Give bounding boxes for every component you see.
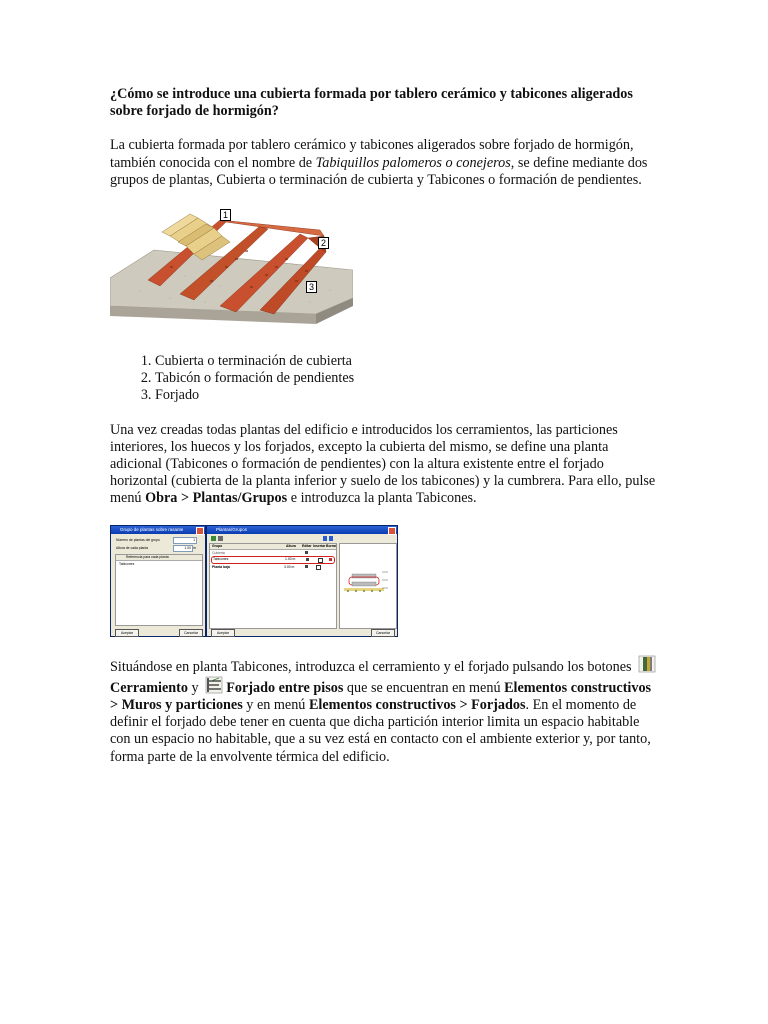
num-floors-label: Número de plantas del grupo bbox=[116, 537, 160, 542]
height-value: 1.00 bbox=[184, 545, 191, 550]
parts-list bbox=[110, 353, 660, 405]
num-floors-value: 1 bbox=[193, 537, 195, 542]
roof-illustration bbox=[110, 206, 353, 336]
instructions-paragraph bbox=[110, 422, 660, 508]
cancel-button[interactable]: Cancelar bbox=[371, 629, 395, 637]
col-insertar: Insertar bbox=[313, 544, 326, 549]
col-editar: Editar bbox=[302, 544, 312, 549]
list-item: 3. Forjado bbox=[155, 387, 660, 404]
forjado-label: Forjado entre pisos bbox=[226, 679, 344, 696]
close-icon[interactable] bbox=[196, 527, 204, 535]
intro-italic-term: Tabiquillos palomeros o conejeros bbox=[315, 154, 511, 171]
page-title: ¿Cómo se introduce una cubierta formada por tablero cerámico y tabicones aligerados sobre forjado de hormigón? bbox=[110, 86, 633, 120]
groups-table bbox=[209, 543, 337, 629]
delete-row-icon[interactable] bbox=[329, 558, 332, 561]
section-preview bbox=[339, 543, 397, 629]
col-altura: Altura bbox=[286, 544, 296, 549]
edit-icon[interactable] bbox=[305, 565, 308, 568]
edit-icon[interactable] bbox=[306, 558, 309, 561]
intro-paragraph bbox=[110, 137, 660, 189]
dialog-screenshot bbox=[110, 525, 398, 637]
cancel-button[interactable]: Cancelar bbox=[179, 629, 203, 637]
reference-header: Referencia para cada planta bbox=[126, 555, 169, 560]
row-name: Cubierta bbox=[212, 550, 225, 555]
row-height: 3.00 m bbox=[284, 564, 295, 569]
height-label: Altura de cada planta bbox=[116, 545, 149, 550]
height-field[interactable] bbox=[173, 545, 193, 552]
num-floors-field[interactable] bbox=[173, 537, 197, 544]
para3-text-3: que se encuentran en menú bbox=[343, 679, 505, 696]
insert-icon[interactable] bbox=[316, 565, 321, 570]
intro-text-2: , se define mediante dos grupos de plantas, Cubierta o terminación de cubierta y Tabicones o formación de pendientes. bbox=[110, 154, 648, 188]
roof-label-3: 3 bbox=[306, 281, 317, 293]
plantas-grupos-title: Plantas/Grupos bbox=[216, 526, 248, 532]
reference-value[interactable]: Tabicones bbox=[119, 561, 135, 566]
intro-text-1: La cubierta formada por tablero cerámico y tabicones aligerados sobre forjado de hormigón, también conocida con el nombre de bbox=[110, 137, 634, 171]
height-unit: m bbox=[193, 545, 196, 550]
roof-label-2: 2 bbox=[318, 237, 329, 249]
menu-path-forjados: Elementos constructivos > Forjados bbox=[308, 697, 526, 714]
add-icon[interactable] bbox=[211, 536, 216, 541]
menu-path-muros: Elementos constructivos > Muros y particiones bbox=[110, 679, 652, 714]
para2-text: Una vez creadas todas plantas del edificio e introducidos los cerramientos, las particiones interiores, los huecos y los forjados, excepto la cubierta del mismo, se define una planta adicional (Tabicones o formación de pendientes) con la altura existente entre el forjado horizontal (cubierta de la planta inferior y suelo de los tabicones) y la cumbrera. Para ello, pulse menú bbox=[110, 421, 656, 507]
col-borrar: Borrar bbox=[326, 544, 337, 549]
group-floors-title: Grupo de plantas sobre rasante bbox=[120, 526, 184, 532]
move-down-icon[interactable] bbox=[329, 536, 333, 541]
reference-box bbox=[115, 554, 203, 626]
group-floors-titlebar bbox=[111, 526, 205, 534]
document-page bbox=[110, 86, 660, 766]
table-row[interactable] bbox=[210, 550, 336, 556]
roof-label-1: 1 bbox=[220, 209, 231, 221]
accept-button[interactable]: Aceptar bbox=[211, 629, 235, 637]
dialog-toolbar bbox=[209, 536, 395, 542]
para3-text-1: Situándose en planta Tabicones, introduzca el cerramiento y el forjado pulsando los botones bbox=[110, 658, 636, 675]
para3-text-5: . En el momento de definir el forjado debe tener en cuenta que dicha partición interior limita un espacio habitable con un espacio no habitable, que a su vez está en contacto con el ambiente exterior y, por tanto, forma parte de la envolvente térmica del edificio. bbox=[110, 697, 651, 765]
row-name: Planta baja bbox=[212, 564, 230, 569]
cerramiento-icon[interactable] bbox=[638, 655, 656, 673]
para3-text-2: y bbox=[188, 679, 203, 696]
section-preview-drawing bbox=[340, 544, 396, 628]
plantas-grupos-dialog bbox=[206, 525, 398, 637]
list-item: 2. Tabicón o formación de pendientes bbox=[155, 370, 660, 387]
table-row[interactable] bbox=[210, 564, 336, 570]
close-icon[interactable] bbox=[388, 527, 396, 535]
edit-icon[interactable] bbox=[305, 551, 308, 554]
accept-button[interactable]: Aceptar bbox=[115, 629, 139, 637]
para2-tail: e introduzca la planta Tabicones. bbox=[287, 490, 477, 507]
plantas-grupos-titlebar bbox=[207, 526, 397, 534]
forjado-icon[interactable] bbox=[205, 676, 223, 694]
buttons-paragraph bbox=[110, 655, 660, 766]
roof-drawing bbox=[110, 206, 353, 336]
group-floors-dialog bbox=[110, 525, 206, 637]
delete-icon[interactable] bbox=[218, 536, 223, 541]
list-item: 1. Cubierta o terminación de cubierta bbox=[155, 353, 660, 370]
row-height: 1.00 m bbox=[285, 557, 296, 562]
menu-path-plantas: Obra > Plantas/Grupos bbox=[145, 490, 288, 507]
row-name: Tabicones bbox=[213, 557, 229, 562]
insert-icon[interactable] bbox=[318, 558, 323, 563]
para3-text-4: y en menú bbox=[242, 697, 309, 714]
table-row[interactable] bbox=[211, 556, 335, 564]
move-up-icon[interactable] bbox=[323, 536, 327, 541]
col-grupo: Grupo bbox=[212, 544, 223, 549]
cerramiento-label: Cerramiento bbox=[110, 679, 188, 696]
